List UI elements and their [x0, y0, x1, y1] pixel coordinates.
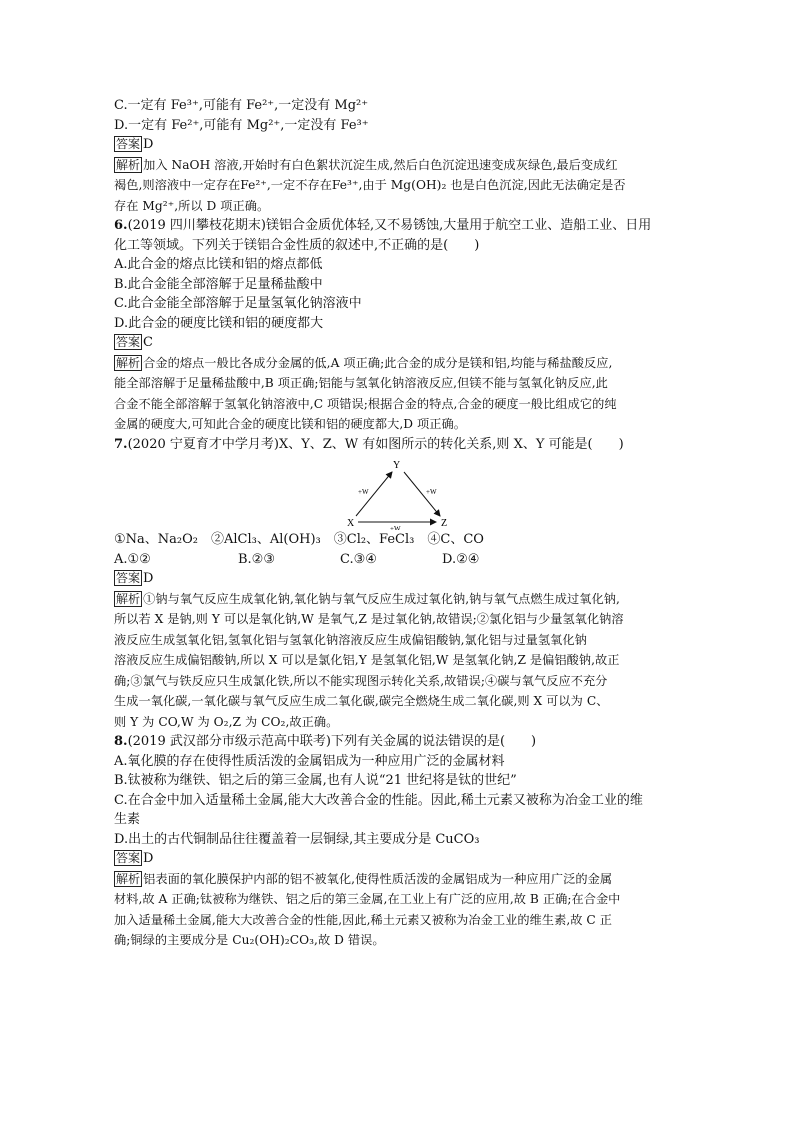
explanation-line: 存在 Mg²⁺,所以 D 项正确。 [114, 198, 270, 213]
q8-option-d: D.出土的古代铜制品往往覆盖着一层铜绿,其主要成分是 CuCO₃ [114, 831, 480, 847]
question-stem-line: (2020 宁夏育才中学月考)X、Y、Z、W 有如图所示的转化关系,则 X、Y 可能是( ) [127, 436, 624, 452]
explanation-line: 铝表面的氧化膜保护内部的铝不被氧化,使得性质活泼的金属铝成为一种应用广泛的金属 [143, 871, 613, 886]
explanation-line: 合金不能全部溶解于氢氧化钠溶液中,C 项错误;根据合金的特点,合金的硬度一般比组成它的纯 [114, 396, 617, 411]
explanation-line: 则 Y 为 CO,W 为 O₂,Z 为 CO₂,故正确。 [114, 714, 339, 729]
q6-option-d: D.此合金的硬度比镁和铝的硬度都大 [114, 315, 324, 331]
explanation-tag: 解析 [116, 157, 141, 172]
question-number: 8. [114, 734, 128, 749]
q6-stem [114, 216, 686, 236]
q5-answer [114, 135, 686, 155]
q5-explanation [114, 155, 686, 176]
edge-label-xz: +W [390, 525, 401, 530]
q6-option-a: A.此合金的熔点比镁和铝的熔点都低 [114, 257, 323, 272]
answer-tag: 答案 [116, 335, 141, 349]
answer-tag: 答案 [116, 851, 141, 865]
q8-stem [114, 732, 686, 752]
explanation-tag: 解析 [116, 871, 141, 886]
q5-option-c: C.一定有 Fe³⁺,可能有 Fe²⁺,一定没有 Mg²⁺ [114, 98, 369, 113]
q8-option-c: C.在合金中加入适量稀土金属,能大大改善合金的性能。因此,稀土元素又被称为冶金工业的维 [114, 792, 643, 808]
node-y: Y [393, 460, 401, 471]
q7-stem [114, 435, 686, 455]
explanation-line: ①钠与氧气反应生成氧化钠,氧化钠与氧气反应生成过氧化钠,钠与氧气点燃生成过氧化钠, [143, 591, 620, 606]
q6-answer [114, 333, 686, 353]
question-stem-line: (2019 四川攀枝花期末)镁铝合金质优体轻,又不易锈蚀,大量用于航空工业、造船工业、日用 [127, 218, 652, 233]
explanation-line: 合金的熔点一般比各成分金属的低,A 项正确;此合金的成分是镁和铝,均能与稀盐酸反应, [143, 355, 613, 370]
q7-explanation [114, 589, 686, 610]
q7-choice-a: A.①② [114, 551, 151, 567]
q8-option-a: A.氧化膜的存在使得性质活泼的金属铝成为一种应用广泛的金属材料 [114, 753, 505, 769]
q8-answer [114, 849, 686, 869]
explanation-line: 确;③氯气与铁反应只生成氯化铁,所以不能实现图示转化关系,故错误;④碳与氧气反应不充分 [114, 673, 608, 688]
answer-tag: 答案 [116, 571, 141, 585]
edge-label-yz: +W [426, 488, 437, 496]
answer-value: D [143, 851, 154, 866]
answer-value: C [143, 335, 153, 350]
explanation-line: 确;铜绿的主要成分是 Cu₂(OH)₂CO₃,故 D 错误。 [114, 933, 385, 947]
question-stem-line: 化工等领域。下列关于镁铝合金性质的叙述中,不正确的是( ) [114, 237, 480, 253]
answer-value: D [143, 137, 154, 152]
question-stem-line: (2019 武汉部分市级示范高中联考)下列有关金属的说法错误的是( ) [127, 734, 537, 749]
explanation-line: 褐色,则溶液中一定存在Fe²⁺,一定不存在Fe³⁺,由于 Mg(OH)₂ 也是白色沉淀,因此无法确定是否 [114, 178, 626, 192]
explanation-line: 加入 NaOH 溶液,开始时有白色絮状沉淀生成,然后白色沉淀迅速变成灰绿色,最后变成红 [143, 157, 618, 172]
q7-choice-b: B.②③ [238, 551, 275, 567]
q7-choices [114, 550, 686, 570]
explanation-line: 液反应生成氢氧化铝,氢氧化铝与氢氧化钠溶液反应生成偏铝酸钠,氯化铝与过量氢氧化钠 [114, 632, 587, 647]
explanation-line: 溶液反应生成偏铝酸钠,所以 X 可以是氯化铝,Y 是氢氧化铝,W 是氢氧化钠,Z 是偏铝酸钠,故正 [114, 653, 620, 667]
node-z: Z [441, 518, 448, 529]
explanation-tag: 解析 [116, 355, 141, 370]
conversion-diagram [114, 458, 686, 530]
answer-value: D [143, 571, 154, 586]
q8-option-c-cont: 生素 [114, 812, 141, 827]
question-number: 7. [114, 436, 128, 452]
conversion-diagram-svg [114, 458, 686, 530]
explanation-line: 加入适量稀土金属,能大大改善合金的性能,因此,稀土元素又被称为冶金工业的维生素,故 C 正 [114, 912, 612, 927]
explanation-line: 能全部溶解于足量稀盐酸中,B 项正确;铝能与氢氧化钠溶液反应,但镁不能与氢氧化钠反应,此 [114, 376, 608, 390]
explanation-line: 所以若 X 是钠,则 Y 可以是氧化钠,W 是氧气,Z 是过氧化钠,故错误;②氯化铝与少量氢氧化钠溶 [114, 612, 624, 626]
answer-tag: 答案 [116, 137, 141, 151]
node-x: X [347, 518, 355, 529]
explanation-line: 生成一氧化碳,一氧化碳与氧气反应生成二氧化碳,碳完全燃烧生成二氧化碳,则 X 可以为 C、 [114, 694, 609, 708]
explanation-line: 金属的硬度大,可知此合金的硬度比镁和铝的硬度都大,D 项正确。 [114, 417, 467, 431]
q5-option-d: D.一定有 Fe²⁺,可能有 Mg²⁺,一定没有 Fe³⁺ [114, 117, 369, 133]
q7-choice-c: C.③④ [340, 551, 377, 567]
q8-explanation [114, 869, 686, 890]
page-content [114, 96, 686, 951]
question-number: 6. [114, 218, 128, 233]
q7-answer [114, 569, 686, 589]
q8-option-b: B.钛被称为继铁、铝之后的第三金属,也有人说“21 世纪将是钛的世纪” [114, 773, 517, 788]
q7-pairs: ①Na、Na₂O₂ ②AlCl₃、Al(OH)₃ ③Cl₂、FeCl₃ ④C、CO [114, 532, 484, 547]
explanation-tag: 解析 [116, 591, 141, 606]
q6-option-c: C.此合金能全部溶解于足量氢氧化钠溶液中 [114, 296, 362, 311]
q6-option-b: B.此合金能全部溶解于足量稀盐酸中 [114, 276, 323, 292]
edge-label-xy: +W [358, 488, 369, 496]
q7-choice-d: D.②④ [442, 551, 480, 567]
q6-explanation [114, 353, 686, 374]
explanation-line: 材料,故 A 正确;钛被称为继铁、铝之后的第三金属,在工业上有广泛的应用,故 B 正确;在合金中 [114, 892, 621, 906]
